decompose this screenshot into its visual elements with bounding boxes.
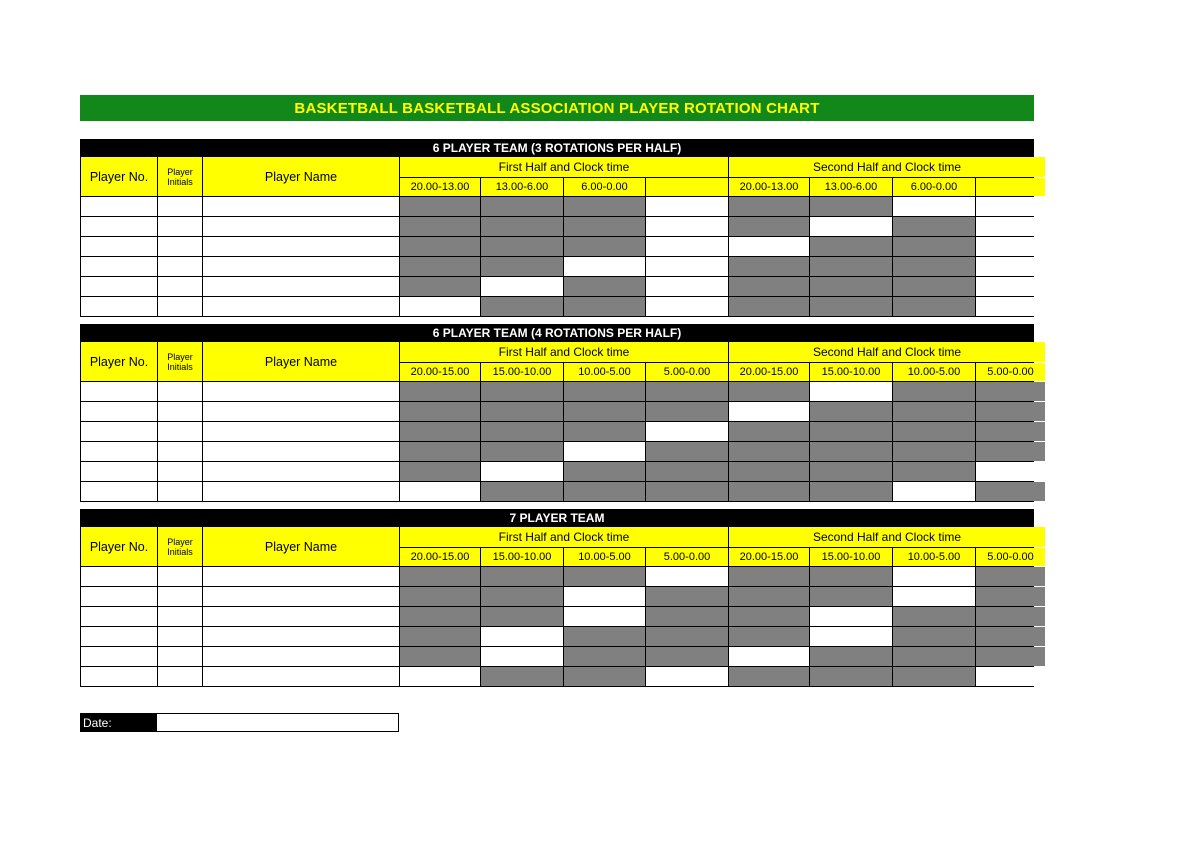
bench-slot bbox=[976, 627, 1045, 646]
bench-slot bbox=[893, 442, 975, 461]
bench-slot bbox=[729, 257, 809, 276]
play-slot[interactable] bbox=[646, 667, 728, 686]
bench-slot bbox=[893, 462, 975, 481]
player-initials-cell[interactable] bbox=[158, 257, 202, 276]
play-slot[interactable] bbox=[893, 567, 975, 586]
initials-line: Player bbox=[167, 536, 193, 547]
player-no-cell[interactable] bbox=[81, 237, 157, 256]
play-slot[interactable] bbox=[976, 257, 1045, 276]
player-initials-cell[interactable] bbox=[158, 607, 202, 626]
bench-slot bbox=[481, 587, 563, 606]
player-no-cell[interactable] bbox=[81, 667, 157, 686]
player-no-cell[interactable] bbox=[81, 402, 157, 421]
bench-slot bbox=[810, 237, 892, 256]
bench-slot bbox=[400, 217, 480, 236]
second-half-header: Second Half and Clock time bbox=[729, 342, 1045, 362]
play-slot[interactable] bbox=[976, 277, 1045, 296]
player-no-cell[interactable] bbox=[81, 217, 157, 236]
bench-slot bbox=[400, 257, 480, 276]
player-no-cell[interactable] bbox=[81, 382, 157, 401]
bench-slot bbox=[893, 667, 975, 686]
play-slot[interactable] bbox=[400, 297, 480, 316]
bench-slot bbox=[810, 277, 892, 296]
player-no-cell[interactable] bbox=[81, 277, 157, 296]
bench-slot bbox=[810, 442, 892, 461]
first-half-time-slot: 13.00-6.00 bbox=[481, 178, 563, 196]
play-slot[interactable] bbox=[976, 667, 1045, 686]
play-slot[interactable] bbox=[646, 567, 728, 586]
bench-slot bbox=[400, 402, 480, 421]
bench-slot bbox=[810, 567, 892, 586]
play-slot[interactable] bbox=[646, 277, 728, 296]
bench-slot bbox=[646, 382, 728, 401]
bench-slot bbox=[481, 607, 563, 626]
bench-slot bbox=[976, 607, 1045, 626]
first-half-time-slot: 6.00-0.00 bbox=[564, 178, 645, 196]
initials-line: Initials bbox=[167, 361, 193, 372]
player-name-cell[interactable] bbox=[203, 627, 399, 646]
play-slot[interactable] bbox=[893, 587, 975, 606]
bench-slot bbox=[729, 462, 809, 481]
player-initials-cell[interactable] bbox=[158, 462, 202, 481]
player-name-cell[interactable] bbox=[203, 422, 399, 441]
bench-slot bbox=[481, 217, 563, 236]
bench-slot bbox=[976, 647, 1045, 666]
player-initials-cell[interactable] bbox=[158, 422, 202, 441]
play-slot[interactable] bbox=[400, 482, 480, 501]
bench-slot bbox=[564, 462, 645, 481]
player-no-cell[interactable] bbox=[81, 422, 157, 441]
bench-slot bbox=[729, 627, 809, 646]
bench-slot bbox=[729, 382, 809, 401]
first-half-time-slot: 10.00-5.00 bbox=[564, 363, 645, 381]
first-half-time-slot: 20.00-13.00 bbox=[400, 178, 480, 196]
bench-slot bbox=[729, 607, 809, 626]
bench-slot bbox=[893, 217, 975, 236]
player-initials-cell[interactable] bbox=[158, 382, 202, 401]
player-initials-header bbox=[158, 342, 202, 381]
player-initials-cell[interactable] bbox=[158, 482, 202, 501]
first-half-time-slot: 20.00-15.00 bbox=[400, 548, 480, 566]
play-slot[interactable] bbox=[810, 217, 892, 236]
bench-slot bbox=[481, 402, 563, 421]
bench-slot bbox=[400, 382, 480, 401]
first-half-time-slot: 5.00-0.00 bbox=[646, 548, 728, 566]
play-slot[interactable] bbox=[976, 217, 1045, 236]
play-slot[interactable] bbox=[646, 217, 728, 236]
play-slot[interactable] bbox=[646, 422, 728, 441]
bench-slot bbox=[893, 277, 975, 296]
player-name-cell[interactable] bbox=[203, 567, 399, 586]
bench-slot bbox=[810, 422, 892, 441]
play-slot[interactable] bbox=[564, 587, 645, 606]
player-initials-cell[interactable] bbox=[158, 442, 202, 461]
play-slot[interactable] bbox=[810, 627, 892, 646]
bench-slot bbox=[893, 422, 975, 441]
player-name-cell[interactable] bbox=[203, 482, 399, 501]
play-slot[interactable] bbox=[646, 257, 728, 276]
bench-slot bbox=[976, 402, 1045, 421]
initials-line: Player bbox=[167, 351, 193, 362]
player-initials-cell[interactable] bbox=[158, 217, 202, 236]
play-slot[interactable] bbox=[976, 237, 1045, 256]
second-half-time-slot: 20.00-15.00 bbox=[729, 548, 809, 566]
player-name-header: Player Name bbox=[203, 527, 399, 566]
play-slot[interactable] bbox=[729, 237, 809, 256]
play-slot[interactable] bbox=[564, 442, 645, 461]
player-name-cell[interactable] bbox=[203, 442, 399, 461]
bench-slot bbox=[893, 627, 975, 646]
second-half-time-slot: 5.00-0.00 bbox=[976, 548, 1045, 566]
bench-slot bbox=[893, 297, 975, 316]
player-no-cell[interactable] bbox=[81, 442, 157, 461]
bench-slot bbox=[810, 667, 892, 686]
bench-slot bbox=[729, 587, 809, 606]
player-name-cell[interactable] bbox=[203, 277, 399, 296]
bench-slot bbox=[893, 647, 975, 666]
bench-slot bbox=[729, 422, 809, 441]
bench-slot bbox=[481, 482, 563, 501]
first-half-header: First Half and Clock time bbox=[400, 157, 728, 177]
player-no-cell[interactable] bbox=[81, 297, 157, 316]
bench-slot bbox=[400, 567, 480, 586]
bench-slot bbox=[976, 382, 1045, 401]
rotation-section bbox=[80, 324, 1034, 502]
rotation-grid bbox=[80, 157, 1034, 317]
bench-slot bbox=[564, 382, 645, 401]
bench-slot bbox=[400, 442, 480, 461]
bench-slot bbox=[893, 402, 975, 421]
bench-slot bbox=[564, 567, 645, 586]
first-half-time-slot: 5.00-0.00 bbox=[646, 363, 728, 381]
date-row bbox=[80, 713, 399, 732]
player-name-cell[interactable] bbox=[203, 647, 399, 666]
player-no-cell[interactable] bbox=[81, 567, 157, 586]
player-no-cell[interactable] bbox=[81, 197, 157, 216]
play-slot[interactable] bbox=[810, 382, 892, 401]
bench-slot bbox=[976, 587, 1045, 606]
player-name-cell[interactable] bbox=[203, 402, 399, 421]
player-initials-cell[interactable] bbox=[158, 402, 202, 421]
play-slot[interactable] bbox=[481, 462, 563, 481]
play-slot[interactable] bbox=[564, 257, 645, 276]
bench-slot bbox=[564, 237, 645, 256]
player-initials-cell[interactable] bbox=[158, 627, 202, 646]
bench-slot bbox=[564, 277, 645, 296]
player-initials-cell[interactable] bbox=[158, 647, 202, 666]
rotation-section bbox=[80, 509, 1034, 687]
player-no-cell[interactable] bbox=[81, 587, 157, 606]
bench-slot bbox=[481, 237, 563, 256]
player-initials-cell[interactable] bbox=[158, 237, 202, 256]
play-slot[interactable] bbox=[976, 462, 1045, 481]
bench-slot bbox=[400, 627, 480, 646]
bench-slot bbox=[564, 422, 645, 441]
play-slot[interactable] bbox=[729, 402, 809, 421]
bench-slot bbox=[481, 257, 563, 276]
bench-slot bbox=[810, 647, 892, 666]
bench-slot bbox=[646, 647, 728, 666]
player-name-cell[interactable] bbox=[203, 197, 399, 216]
date-label: Date: bbox=[80, 713, 156, 732]
bench-slot bbox=[564, 667, 645, 686]
bench-slot bbox=[481, 422, 563, 441]
play-slot[interactable] bbox=[810, 607, 892, 626]
bench-slot bbox=[481, 667, 563, 686]
player-no-cell[interactable] bbox=[81, 607, 157, 626]
play-slot[interactable] bbox=[646, 237, 728, 256]
bench-slot bbox=[729, 197, 809, 216]
player-initials-header bbox=[158, 527, 202, 566]
bench-slot bbox=[893, 257, 975, 276]
bench-slot bbox=[481, 442, 563, 461]
bench-slot bbox=[729, 667, 809, 686]
bench-slot bbox=[564, 217, 645, 236]
player-initials-header bbox=[158, 157, 202, 196]
bench-slot bbox=[564, 297, 645, 316]
player-initials-cell[interactable] bbox=[158, 297, 202, 316]
play-slot[interactable] bbox=[481, 647, 563, 666]
bench-slot bbox=[729, 442, 809, 461]
play-slot[interactable] bbox=[729, 647, 809, 666]
rotation-section bbox=[80, 139, 1034, 317]
player-initials-cell[interactable] bbox=[158, 197, 202, 216]
bench-slot bbox=[400, 462, 480, 481]
player-name-cell[interactable] bbox=[203, 382, 399, 401]
bench-slot bbox=[893, 607, 975, 626]
bench-slot bbox=[976, 442, 1045, 461]
bench-slot bbox=[564, 647, 645, 666]
first-half-time-slot bbox=[646, 178, 728, 196]
player-no-cell[interactable] bbox=[81, 257, 157, 276]
second-half-time-slot: 10.00-5.00 bbox=[893, 548, 975, 566]
bench-slot bbox=[400, 277, 480, 296]
bench-slot bbox=[976, 567, 1045, 586]
second-half-time-slot: 20.00-15.00 bbox=[729, 363, 809, 381]
date-field[interactable] bbox=[156, 713, 399, 732]
play-slot[interactable] bbox=[481, 277, 563, 296]
bench-slot bbox=[646, 627, 728, 646]
bench-slot bbox=[564, 627, 645, 646]
first-half-time-slot: 10.00-5.00 bbox=[564, 548, 645, 566]
play-slot[interactable] bbox=[893, 197, 975, 216]
bench-slot bbox=[810, 402, 892, 421]
bench-slot bbox=[400, 607, 480, 626]
player-name-cell[interactable] bbox=[203, 257, 399, 276]
player-name-cell[interactable] bbox=[203, 237, 399, 256]
chart-title: BASKETBALL BASKETBALL ASSOCIATION PLAYER ROTATION CHART bbox=[80, 95, 1034, 121]
player-no-header: Player No. bbox=[81, 342, 157, 381]
bench-slot bbox=[564, 197, 645, 216]
player-no-cell[interactable] bbox=[81, 462, 157, 481]
player-initials-cell[interactable] bbox=[158, 567, 202, 586]
play-slot[interactable] bbox=[646, 297, 728, 316]
bench-slot bbox=[400, 197, 480, 216]
second-half-header: Second Half and Clock time bbox=[729, 157, 1045, 177]
player-no-cell[interactable] bbox=[81, 647, 157, 666]
play-slot[interactable] bbox=[481, 627, 563, 646]
player-no-cell[interactable] bbox=[81, 627, 157, 646]
bench-slot bbox=[400, 422, 480, 441]
bench-slot bbox=[481, 567, 563, 586]
section-heading: 6 PLAYER TEAM (4 ROTATIONS PER HALF) bbox=[80, 324, 1034, 342]
bench-slot bbox=[646, 442, 728, 461]
bench-slot bbox=[646, 482, 728, 501]
play-slot[interactable] bbox=[976, 197, 1045, 216]
player-name-cell[interactable] bbox=[203, 297, 399, 316]
second-half-time-slot: 20.00-13.00 bbox=[729, 178, 809, 196]
second-half-time-slot: 15.00-10.00 bbox=[810, 548, 892, 566]
bench-slot bbox=[729, 277, 809, 296]
bench-slot bbox=[481, 297, 563, 316]
player-name-cell[interactable] bbox=[203, 667, 399, 686]
bench-slot bbox=[400, 647, 480, 666]
first-half-time-slot: 15.00-10.00 bbox=[481, 363, 563, 381]
second-half-time-slot: 5.00-0.00 bbox=[976, 363, 1045, 381]
bench-slot bbox=[810, 197, 892, 216]
rotation-grid bbox=[80, 527, 1034, 687]
player-name-header: Player Name bbox=[203, 157, 399, 196]
bench-slot bbox=[646, 402, 728, 421]
bench-slot bbox=[729, 567, 809, 586]
play-slot[interactable] bbox=[893, 482, 975, 501]
section-heading: 6 PLAYER TEAM (3 ROTATIONS PER HALF) bbox=[80, 139, 1034, 157]
player-name-cell[interactable] bbox=[203, 217, 399, 236]
second-half-header: Second Half and Clock time bbox=[729, 527, 1045, 547]
player-no-cell[interactable] bbox=[81, 482, 157, 501]
second-half-time-slot: 13.00-6.00 bbox=[810, 178, 892, 196]
bench-slot bbox=[810, 257, 892, 276]
bench-slot bbox=[646, 607, 728, 626]
first-half-header: First Half and Clock time bbox=[400, 342, 728, 362]
play-slot[interactable] bbox=[646, 197, 728, 216]
player-initials-cell[interactable] bbox=[158, 667, 202, 686]
bench-slot bbox=[810, 462, 892, 481]
bench-slot bbox=[400, 237, 480, 256]
second-half-time-slot bbox=[976, 178, 1045, 196]
bench-slot bbox=[481, 197, 563, 216]
second-half-time-slot: 10.00-5.00 bbox=[893, 363, 975, 381]
bench-slot bbox=[893, 382, 975, 401]
bench-slot bbox=[810, 297, 892, 316]
section-heading: 7 PLAYER TEAM bbox=[80, 509, 1034, 527]
first-half-time-slot: 15.00-10.00 bbox=[481, 548, 563, 566]
bench-slot bbox=[976, 482, 1045, 501]
player-name-cell[interactable] bbox=[203, 607, 399, 626]
bench-slot bbox=[564, 482, 645, 501]
first-half-time-slot: 20.00-15.00 bbox=[400, 363, 480, 381]
bench-slot bbox=[564, 402, 645, 421]
initials-line: Player bbox=[167, 166, 193, 177]
bench-slot bbox=[893, 237, 975, 256]
play-slot[interactable] bbox=[400, 667, 480, 686]
rotation-grid bbox=[80, 342, 1034, 502]
player-name-cell[interactable] bbox=[203, 587, 399, 606]
second-half-time-slot: 15.00-10.00 bbox=[810, 363, 892, 381]
bench-slot bbox=[810, 587, 892, 606]
bench-slot bbox=[976, 422, 1045, 441]
bench-slot bbox=[646, 462, 728, 481]
player-no-header: Player No. bbox=[81, 527, 157, 566]
second-half-time-slot: 6.00-0.00 bbox=[893, 178, 975, 196]
player-name-header: Player Name bbox=[203, 342, 399, 381]
bench-slot bbox=[729, 482, 809, 501]
bench-slot bbox=[646, 587, 728, 606]
play-slot[interactable] bbox=[976, 297, 1045, 316]
player-no-header: Player No. bbox=[81, 157, 157, 196]
bench-slot bbox=[729, 217, 809, 236]
bench-slot bbox=[810, 482, 892, 501]
first-half-header: First Half and Clock time bbox=[400, 527, 728, 547]
bench-slot bbox=[481, 382, 563, 401]
initials-line: Initials bbox=[167, 546, 193, 557]
play-slot[interactable] bbox=[564, 607, 645, 626]
bench-slot bbox=[400, 587, 480, 606]
player-initials-cell[interactable] bbox=[158, 277, 202, 296]
initials-line: Initials bbox=[167, 176, 193, 187]
bench-slot bbox=[729, 297, 809, 316]
player-initials-cell[interactable] bbox=[158, 587, 202, 606]
player-name-cell[interactable] bbox=[203, 462, 399, 481]
